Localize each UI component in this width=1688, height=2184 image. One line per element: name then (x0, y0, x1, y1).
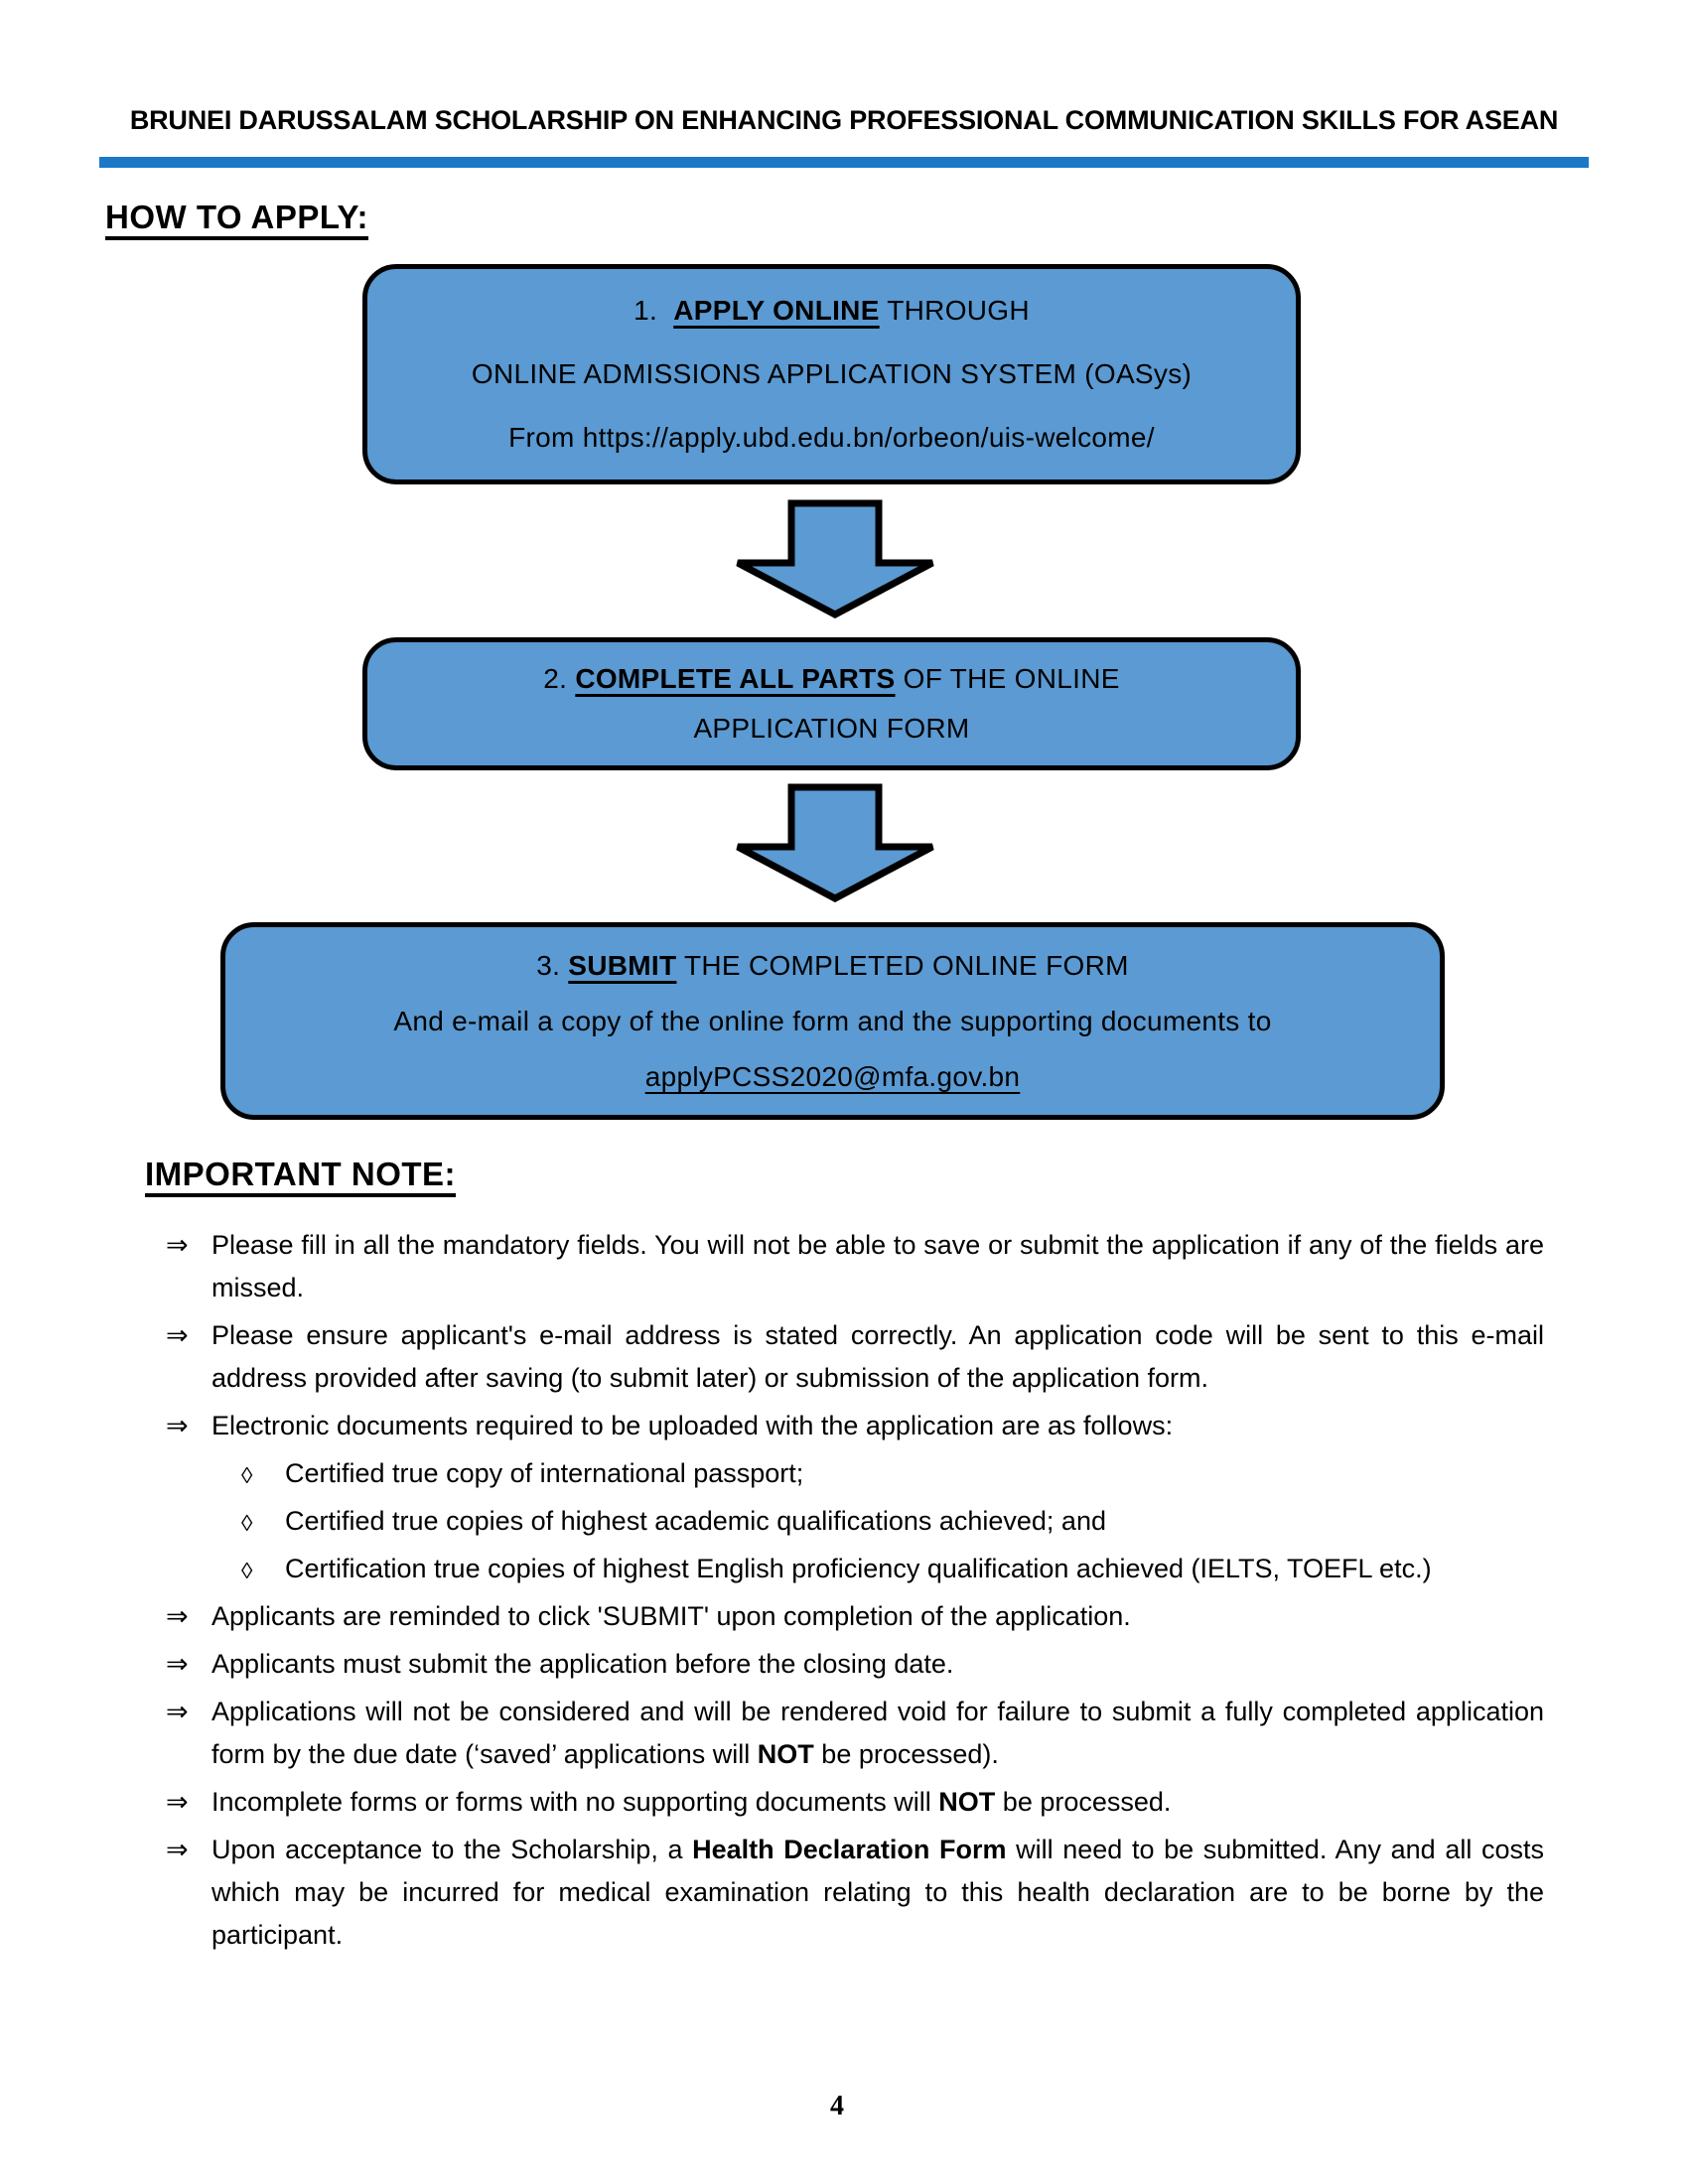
note-bullet (164, 1405, 1544, 1447)
note-bullet-text (211, 1835, 1544, 1950)
diamond-bullet-icon: ◊ (241, 1462, 253, 1488)
note-bullet (164, 1452, 1544, 1495)
note-bullet-text (211, 1787, 1171, 1817)
step-box-submit (220, 922, 1445, 1120)
note-bullet (164, 1829, 1544, 1957)
note-bullet (164, 1500, 1544, 1543)
diamond-bullet-icon: ◊ (241, 1510, 253, 1536)
text-segment: THE COMPLETED ONLINE FORM (676, 949, 1129, 981)
note-bullet-text (211, 1601, 1131, 1631)
note-bullet-text (285, 1458, 803, 1488)
text-segment: Please ensure applicant's e-mail address is stated correctly. An application code will be sent to this e-mail address provided after saving (to submit later) or submission of the application form. (211, 1320, 1544, 1393)
email-link[interactable]: applyPCSS2020@mfa.gov.bn (644, 1060, 1021, 1092)
text-segment: APPLY ONLINE (673, 295, 880, 326)
down-arrow-icon (734, 499, 936, 620)
text-segment: 2. (543, 663, 576, 694)
text-segment: be processed. (995, 1787, 1172, 1817)
important-note-list (164, 1224, 1544, 1962)
note-bullet-text (211, 1697, 1544, 1769)
header-rule (99, 157, 1589, 168)
diamond-bullet-icon: ◊ (241, 1558, 253, 1583)
header-title: BRUNEI DARUSSALAM SCHOLARSHIP ON ENHANCING PROFESSIONAL COMMUNICATION SKILLS FOR ASEAN (129, 105, 1559, 135)
text-segment: And e-mail a copy of the online form and the supporting documents to (393, 1005, 1272, 1036)
text-segment: NOT (757, 1739, 814, 1769)
step-box-apply-online (362, 264, 1301, 484)
text-segment: Applications will not be considered and will be rendered void for failure to submit a fully completed application form by the due date (‘saved’ applications will (211, 1697, 1544, 1769)
double-arrow-bullet-icon: ⇒ (166, 1787, 189, 1817)
double-arrow-bullet-icon: ⇒ (166, 1411, 189, 1440)
note-bullet (164, 1314, 1544, 1400)
text-segment: Certified true copies of highest academic qualifications achieved; and (285, 1506, 1106, 1536)
step-text-line (367, 342, 1296, 406)
double-arrow-bullet-icon: ⇒ (166, 1649, 189, 1679)
page-number: 4 (830, 2091, 844, 2121)
note-bullet (164, 1224, 1544, 1309)
double-arrow-bullet-icon: ⇒ (166, 1601, 189, 1631)
text-segment: NOT (938, 1787, 996, 1817)
text-segment: Health Declaration Form (692, 1835, 1007, 1864)
note-bullet-text (211, 1649, 953, 1679)
text-segment: Electronic documents required to be uploaded with the application are as follows: (211, 1411, 1174, 1440)
text-segment: be processed). (813, 1739, 999, 1769)
note-bullet-text (211, 1411, 1173, 1440)
how-to-apply-heading: HOW TO APPLY: (105, 199, 369, 235)
note-bullet (164, 1691, 1544, 1776)
step-text-line (225, 994, 1440, 1049)
text-segment: Certified true copy of international passport; (285, 1458, 804, 1488)
double-arrow-bullet-icon: ⇒ (166, 1230, 189, 1260)
text-segment: COMPLETE ALL PARTS (575, 663, 896, 694)
text-segment: will need to be submitted. Any and all costs which may be incurred for medical examination relating to this health declaration are to be borne by the participant. (211, 1835, 1544, 1950)
double-arrow-bullet-icon: ⇒ (166, 1835, 189, 1864)
step-text-line (367, 704, 1296, 753)
text-segment: 1. (633, 295, 674, 326)
step-text-line (367, 406, 1296, 470)
step-text-line (225, 1049, 1440, 1105)
text-segment: SUBMIT (568, 949, 677, 981)
step-text-line (225, 938, 1440, 994)
text-segment: Upon acceptance to the Scholarship, a (211, 1835, 693, 1864)
text-segment: OF THE ONLINE (895, 663, 1120, 694)
double-arrow-bullet-icon: ⇒ (166, 1697, 189, 1726)
text-segment: Please fill in all the mandatory fields. You will not be able to save or submit the application if any of the fields are missed. (211, 1230, 1544, 1302)
step-text-line (367, 279, 1296, 342)
step-box-complete-all-parts (362, 637, 1301, 770)
text-segment: Incomplete forms or forms with no supporting documents will (211, 1787, 939, 1817)
note-bullet-text (211, 1230, 1544, 1302)
note-bullet-text (285, 1506, 1106, 1536)
text-segment: Certification true copies of highest English proficiency qualification achieved (IELTS, TOEFL etc.) (285, 1554, 1432, 1583)
note-bullet (164, 1595, 1544, 1638)
note-bullet (164, 1781, 1544, 1824)
note-bullet (164, 1643, 1544, 1686)
important-note-heading: IMPORTANT NOTE: (145, 1156, 457, 1192)
text-segment: THROUGH (879, 295, 1030, 326)
text-segment: Applicants are reminded to click 'SUBMIT' upon completion of the application. (211, 1601, 1131, 1631)
note-bullet-text (211, 1320, 1544, 1393)
double-arrow-bullet-icon: ⇒ (166, 1320, 189, 1350)
note-bullet-text (285, 1554, 1432, 1583)
text-segment: APPLICATION FORM (693, 713, 970, 744)
note-bullet (164, 1548, 1544, 1590)
step-text-line (367, 654, 1296, 704)
text-segment: ONLINE ADMISSIONS APPLICATION SYSTEM (OASys) (471, 358, 1193, 389)
text-segment: Applicants must submit the application before the closing date. (211, 1649, 954, 1679)
text-segment: From https://apply.ubd.edu.bn/orbeon/uis-welcome/ (508, 422, 1155, 453)
text-segment: 3. (536, 949, 569, 981)
down-arrow-icon (734, 783, 936, 904)
